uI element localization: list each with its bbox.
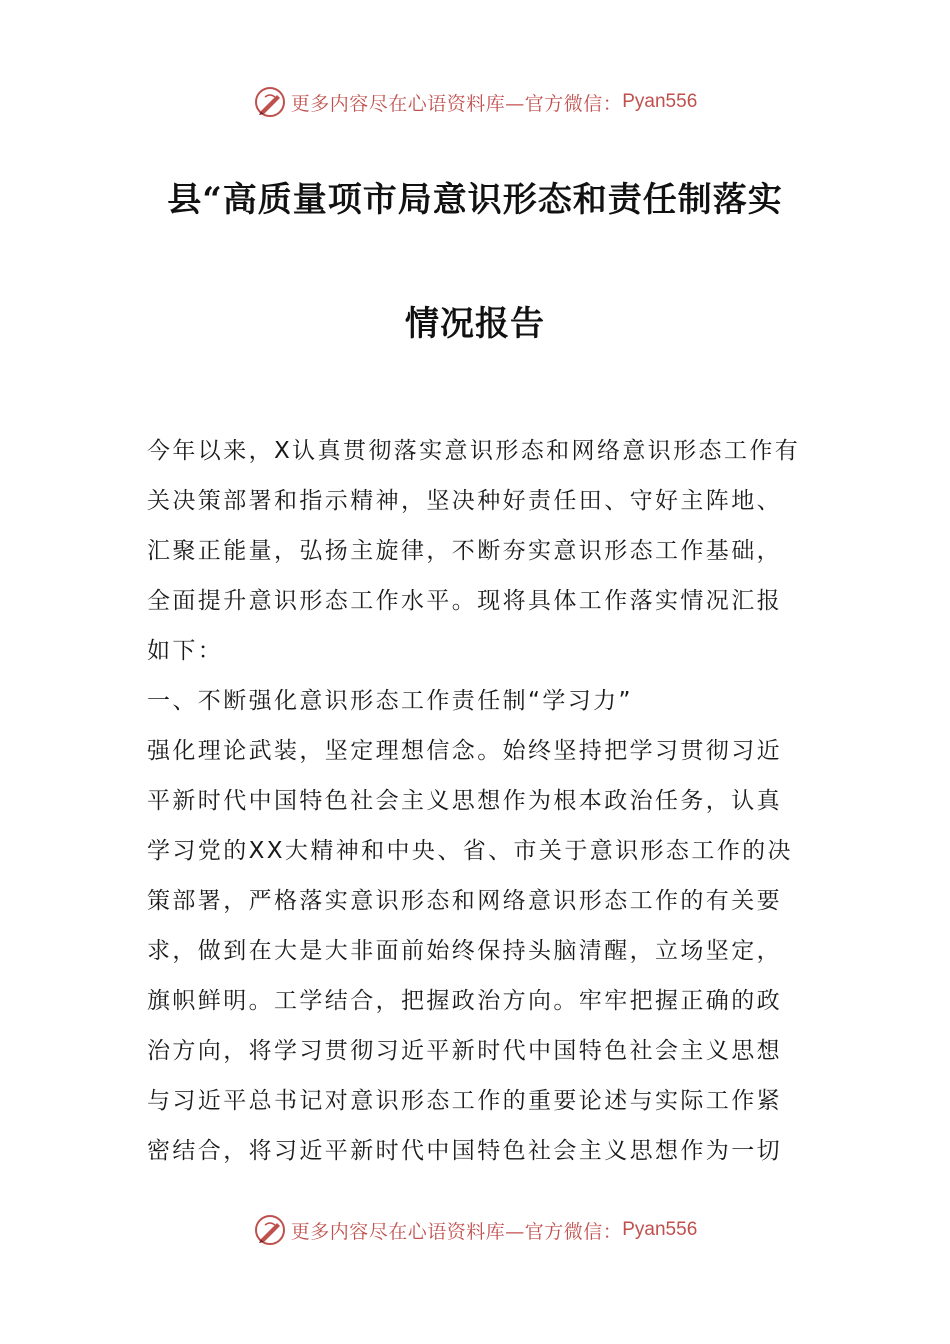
body-line: 汇聚正能量，弘扬主旋律，不断夯实意识形态工作基础，: [147, 538, 782, 564]
body-line: 学习党的XX大精神和中央、省、市关于意识形态工作的决: [147, 838, 793, 864]
body-line: 与习近平总书记对意识形态工作的重要论述与实际工作紧: [147, 1088, 782, 1114]
body-line: 密结合，将习近平新时代中国特色社会主义思想作为一切: [147, 1138, 782, 1164]
body-line: 治方向，将学习贯彻习近平新时代中国特色社会主义思想: [147, 1038, 782, 1064]
header-watermark: [0, 82, 950, 122]
body-line: 全面提升意识形态工作水平。现将具体工作落实情况汇报: [147, 588, 782, 614]
body-line: 如下：: [147, 638, 224, 664]
body-line: 策部署，严格落实意识形态和网络意识形态工作的有关要: [147, 888, 782, 914]
pen-logo-icon: [253, 1213, 287, 1247]
watermark-wechat-id: Pyan556: [622, 91, 698, 112]
body-line: 求，做到在大是大非面前始终保持头脑清醒，立场坚定，: [147, 938, 782, 964]
section-heading: 一、不断强化意识形态工作责任制“学习力”: [147, 688, 633, 714]
footer-watermark: [0, 1210, 950, 1250]
body-line: 今年以来，X认真贯彻落实意识形态和网络意识形态工作有: [147, 438, 801, 464]
pen-logo-icon: [253, 85, 287, 119]
watermark-text: 更多内容尽在心语资料库—官方微信：: [290, 92, 623, 115]
watermark-text: 更多内容尽在心语资料库—官方微信：: [290, 1220, 623, 1243]
document-title-line-2: 情况报告: [405, 304, 545, 344]
watermark-wechat-id: Pyan556: [622, 1219, 698, 1240]
body-line: 平新时代中国特色社会主义思想作为根本政治任务，认真: [147, 788, 782, 814]
body-line: 关决策部署和指示精神，坚决种好责任田、守好主阵地、: [147, 488, 782, 514]
body-line: 旗帜鲜明。工学结合，把握政治方向。牢牢把握正确的政: [147, 988, 782, 1014]
document-title-line-1: 县“高质量项市局意识形态和责任制落实: [167, 180, 783, 220]
document-body: [147, 426, 807, 1176]
body-line: 强化理论武装，坚定理想信念。始终坚持把学习贯彻习近: [147, 738, 782, 764]
